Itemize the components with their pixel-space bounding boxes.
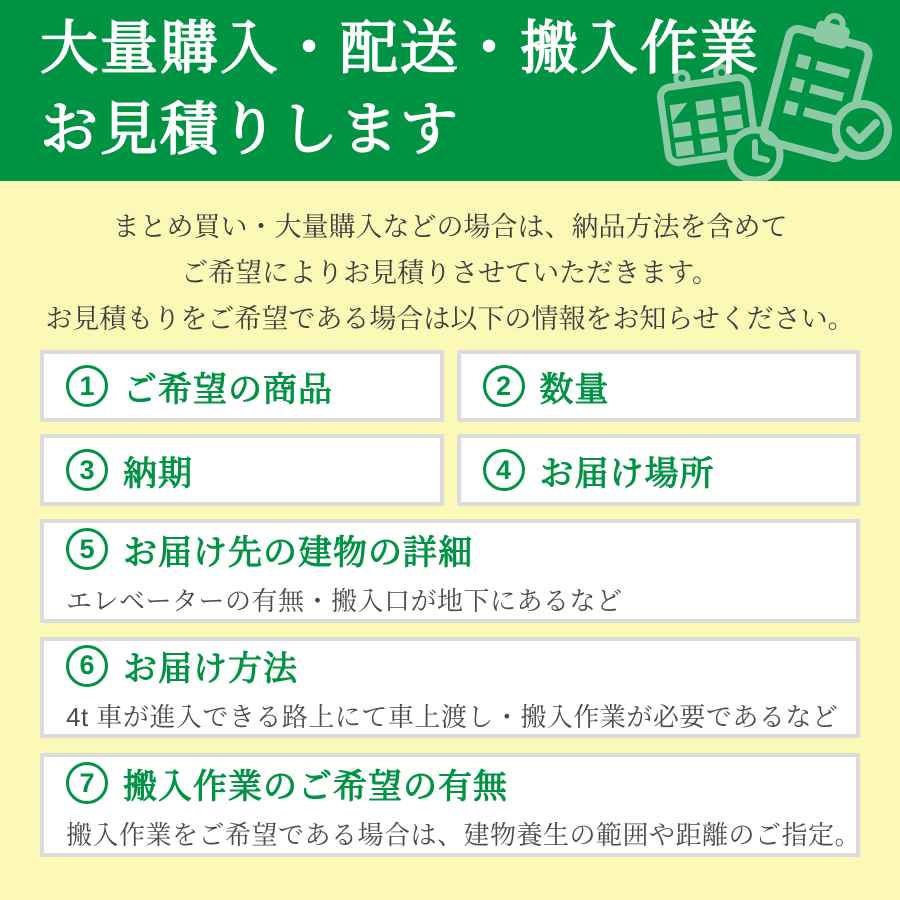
item-box-2 [457,350,861,422]
items-row-1 [40,350,860,422]
item-box-5 [40,519,860,623]
page-title [40,8,760,170]
item-box-3 [40,434,444,506]
item-box-6 [40,637,860,738]
page-title-line2: お見積りします [40,97,461,162]
item-6-title: お届け方法 [123,650,298,688]
intro-paragraph [0,181,900,342]
item-7-number-badge: 7 [66,762,108,804]
intro-line3: お見積もりをご希望である場合は以下の情報をお知らせください。 [45,304,855,334]
intro-line1: まとめ買い・大量購入などの場合は、納品方法を含めて [112,212,788,242]
header-banner [0,0,900,181]
item-5-title-row [66,525,473,574]
item-6-title-row [66,641,298,690]
items-row-2 [40,434,860,506]
item-6-number-badge: 6 [66,645,108,687]
intro-line2: ご希望によりお見積りさせていただきます。 [181,258,719,288]
item-box-1 [40,350,444,422]
item-7-title-row [66,759,508,808]
items-grid [40,350,860,857]
item-4-title: お届け場所 [539,454,715,493]
item-1-title: ご希望の商品 [123,370,333,409]
item-7-title: 搬入作業のご希望の有無 [123,767,508,806]
item-1-number-badge: 1 [66,365,108,407]
item-7-note: 搬入作業をご希望である場合は、建物養生の範囲や距離のご指定。 [66,819,862,850]
item-5-note: エレベーターの有無・搬入口が地下にあるなど [66,585,623,616]
item-6-note: 4t 車が進入できる路上にて車上渡し・搬入作業が必要であるなど [66,702,839,732]
item-box-4 [457,434,861,506]
item-5-number-badge: 5 [66,528,108,570]
item-2-number-badge: 2 [483,365,525,407]
page-title-line1: 大量購入・配送・搬入作業 [40,16,761,81]
item-3-title: 納期 [123,454,193,493]
item-2-title: 数量 [539,370,610,409]
item-4-number-badge: 4 [483,449,525,491]
clipboard-check-icon [748,10,893,178]
item-5-title: お届け先の建物の詳細 [123,533,473,572]
item-3-number-badge: 3 [66,449,108,491]
item-box-7 [40,753,860,857]
